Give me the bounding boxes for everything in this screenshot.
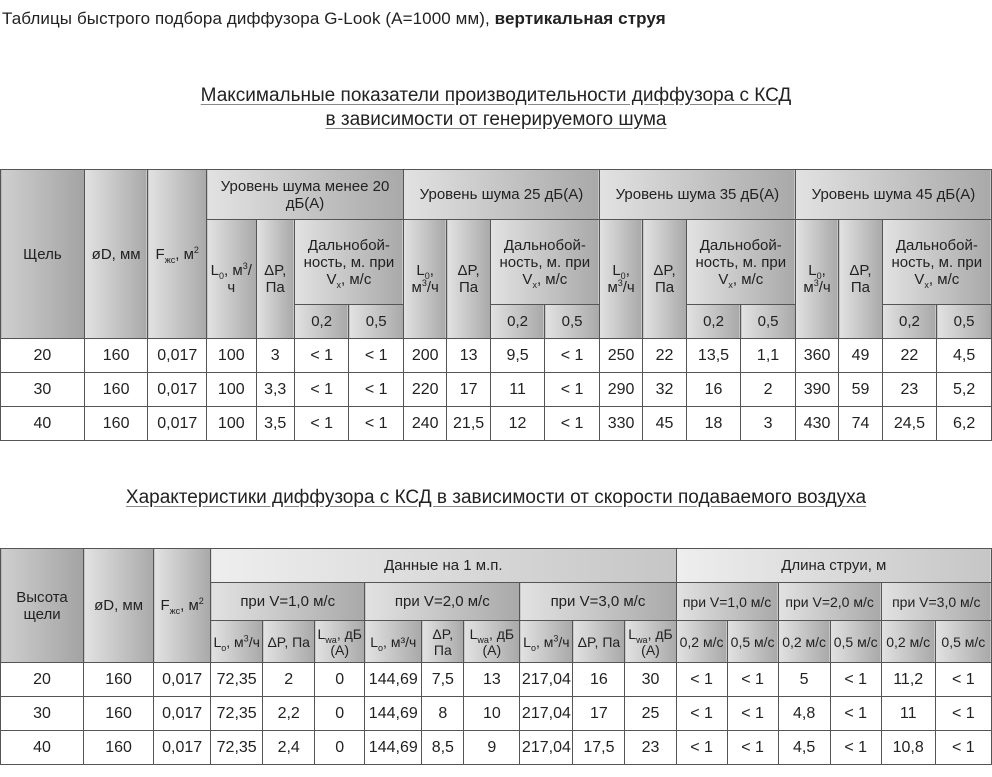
value-cell: 18 xyxy=(686,407,741,441)
value-cell: 72,35 xyxy=(211,731,263,765)
speed-02-header: 0,2 xyxy=(686,305,741,339)
noise-sub: wa xyxy=(636,634,648,645)
value-cell: 2 xyxy=(741,373,796,407)
noise-header xyxy=(464,621,520,663)
slot-cell: 30 xyxy=(1,373,85,407)
flow-sup: 3 xyxy=(243,632,249,643)
range-header xyxy=(294,220,403,305)
value-cell: < 1 xyxy=(349,407,404,441)
value-cell: 13,5 xyxy=(686,339,741,373)
speed-05-header: 0,5 xyxy=(937,305,992,339)
flow-main: L xyxy=(416,262,425,279)
value-cell: 144,69 xyxy=(365,697,422,731)
diameter-cell: 160 xyxy=(84,407,148,441)
jet-length-cell: < 1 xyxy=(935,663,991,697)
flow-unit-b: /ч xyxy=(248,633,260,650)
range-text: Дальнобой-ность, м. при V xyxy=(891,236,983,288)
table1-caption-line2: в зависимости от генерируемого шума xyxy=(325,109,667,130)
value-cell: 3 xyxy=(256,339,294,373)
value-cell: < 1 xyxy=(545,373,600,407)
header-area xyxy=(148,170,207,339)
flow-sub: o xyxy=(530,642,536,653)
noise-group-header-2: Уровень шума 25 дБ(А) xyxy=(403,170,599,220)
jet-length-cell: < 1 xyxy=(935,697,991,731)
diameter-cell: 160 xyxy=(84,339,148,373)
value-cell: 217,04 xyxy=(520,697,573,731)
range-text: Дальнобой-ность, м. при V xyxy=(303,236,395,288)
jet-length-cell: 10,8 xyxy=(881,731,935,765)
noise-sub: wa xyxy=(325,634,337,645)
jet-length-cell: 11,2 xyxy=(881,663,935,697)
table1-caption xyxy=(0,84,992,132)
area-cell: 0,017 xyxy=(154,697,211,731)
slot-height-cell: 20 xyxy=(1,663,84,697)
flow-sup: 3 xyxy=(617,278,623,288)
header-slot-height: Высота щели xyxy=(1,549,84,663)
value-cell: 22 xyxy=(882,339,937,373)
value-cell: 11 xyxy=(490,373,545,407)
velocity-characteristics-table xyxy=(0,548,992,765)
pressure-header: ΔP, Па xyxy=(643,220,686,339)
flow-main: L xyxy=(612,262,621,279)
value-cell: 17 xyxy=(447,373,490,407)
noise-sub: wa xyxy=(477,634,489,645)
speed-02-header: 0,2 xyxy=(294,305,349,339)
jet-length-cell: 4,8 xyxy=(778,697,830,731)
value-cell: 59 xyxy=(839,373,882,407)
flow-unit-b: /ч xyxy=(622,279,635,296)
jet-length-cell: 5 xyxy=(778,663,830,697)
value-cell: 30 xyxy=(625,663,676,697)
range-unit: , м/с xyxy=(536,270,568,288)
area-sup: 2 xyxy=(193,244,199,255)
flow-unit-a: , м xyxy=(607,262,630,296)
jet-length-cell: < 1 xyxy=(830,731,881,765)
jet-length-cell: < 1 xyxy=(676,731,727,765)
value-cell: 2,2 xyxy=(263,697,315,731)
flow-unit-a: , м xyxy=(224,262,243,279)
value-cell: 23 xyxy=(882,373,937,407)
value-cell: 100 xyxy=(207,407,256,441)
table-row xyxy=(1,373,992,407)
jet-length-cell: < 1 xyxy=(727,697,778,731)
value-cell: < 1 xyxy=(294,407,349,441)
value-cell: 49 xyxy=(839,339,882,373)
value-cell: 330 xyxy=(599,407,642,441)
value-cell: 3,5 xyxy=(256,407,294,441)
value-cell: 0 xyxy=(315,731,365,765)
flow-unit-b: /ч xyxy=(227,262,252,296)
value-cell: 7,5 xyxy=(422,663,464,697)
flow-header-2 xyxy=(211,621,263,663)
jet-length-cell: 11 xyxy=(881,697,935,731)
value-cell: 144,69 xyxy=(365,663,422,697)
value-cell: < 1 xyxy=(349,373,404,407)
slot-cell: 40 xyxy=(1,407,85,441)
noise-unit: , дБ (А) xyxy=(482,625,515,658)
speed-group-header: при V=1,0 м/с xyxy=(211,583,365,621)
value-cell: 390 xyxy=(795,373,838,407)
pressure-header: ΔP, Па xyxy=(447,220,490,339)
slot-cell: 20 xyxy=(1,339,85,373)
table-row xyxy=(1,663,992,697)
speed-05-header: 0,5 xyxy=(349,305,404,339)
area-sub: жс xyxy=(164,254,176,265)
pressure-header-2: ΔP, Па xyxy=(263,621,315,663)
value-cell: 72,35 xyxy=(211,697,263,731)
flow-sub: 0 xyxy=(424,271,430,281)
jet-length-group-header: Длина струи, м xyxy=(676,549,991,583)
value-cell: < 1 xyxy=(294,373,349,407)
value-cell: 290 xyxy=(599,373,642,407)
flow-sub: o xyxy=(378,642,384,653)
value-cell: 17,5 xyxy=(573,731,625,765)
page-title xyxy=(2,9,666,29)
noise-main: L xyxy=(628,625,637,642)
noise-header xyxy=(315,621,365,663)
range-header xyxy=(686,220,795,305)
flow-header-2 xyxy=(520,621,573,663)
area-main: F xyxy=(155,245,165,263)
area-cell: 0,017 xyxy=(154,731,211,765)
flow-unit-b: /ч xyxy=(818,279,831,296)
data-group-header: Данные на 1 м.п. xyxy=(211,549,676,583)
flow-unit-b: /ч xyxy=(426,279,439,296)
table-row xyxy=(1,339,992,373)
value-cell: 17 xyxy=(573,697,625,731)
header-diameter: øD, мм xyxy=(84,170,148,339)
table2-caption xyxy=(0,486,992,510)
jet-speed-header: при V=1,0 м/с xyxy=(676,583,778,621)
flow-unit-a: , м xyxy=(226,633,244,650)
flow-sub: 0 xyxy=(219,271,225,281)
value-cell: 250 xyxy=(599,339,642,373)
value-cell: 13 xyxy=(447,339,490,373)
table1-caption-line1: Максимальные показатели производительности диффузора с КСД xyxy=(200,85,792,106)
value-cell: < 1 xyxy=(545,407,600,441)
value-cell: 360 xyxy=(795,339,838,373)
value-cell: 25 xyxy=(625,697,676,731)
slot-height-cell: 30 xyxy=(1,697,84,731)
table-row xyxy=(1,407,992,441)
area-cell: 0,017 xyxy=(154,663,211,697)
value-cell: < 1 xyxy=(294,339,349,373)
value-cell: 32 xyxy=(643,373,686,407)
speed-05-header: 0,5 xyxy=(741,305,796,339)
value-cell: 3 xyxy=(741,407,796,441)
value-cell: 100 xyxy=(207,373,256,407)
value-cell: 217,04 xyxy=(520,663,573,697)
value-cell: 21,5 xyxy=(447,407,490,441)
jet-length-cell: < 1 xyxy=(935,731,991,765)
value-cell: < 1 xyxy=(545,339,600,373)
value-cell: < 1 xyxy=(349,339,404,373)
value-cell: 24,5 xyxy=(882,407,937,441)
jet-length-cell: < 1 xyxy=(830,697,881,731)
speed-02-header: 0,2 xyxy=(490,305,545,339)
flow-main: L xyxy=(210,262,220,279)
area-cell: 0,017 xyxy=(148,339,207,373)
diameter-cell: 160 xyxy=(84,663,154,697)
pressure-header-2: ΔP, Па xyxy=(422,621,464,663)
flow-main: L xyxy=(808,262,817,279)
area-unit-2: , м xyxy=(180,597,199,614)
area-cell: 0,017 xyxy=(148,373,207,407)
area-sup-2: 2 xyxy=(198,596,204,606)
speed-02-header: 0,2 xyxy=(882,305,937,339)
range-sub: x xyxy=(532,279,537,290)
jet-speed-header: при V=3,0 м/с xyxy=(881,583,991,621)
area-unit: , м xyxy=(175,245,194,263)
jet-length-cell: < 1 xyxy=(830,663,881,697)
header-diameter-2: øD, мм xyxy=(84,549,154,663)
flow-header xyxy=(599,220,642,339)
value-cell: 1,1 xyxy=(741,339,796,373)
speed-group-header: при V=2,0 м/с xyxy=(365,583,520,621)
flow-unit-a: , м xyxy=(535,633,554,650)
flow-sub: 0 xyxy=(816,271,822,281)
value-cell: 23 xyxy=(625,731,676,765)
range-unit: , м/с xyxy=(341,270,372,288)
value-cell: 0 xyxy=(315,697,365,731)
flow-main: L xyxy=(213,633,222,650)
table-row xyxy=(1,697,992,731)
value-cell: 10 xyxy=(464,697,520,731)
noise-unit: , дБ (А) xyxy=(641,625,673,658)
jet-length-cell: < 1 xyxy=(727,731,778,765)
diameter-cell: 160 xyxy=(84,731,154,765)
range-sub: x xyxy=(336,279,342,290)
value-cell: 16 xyxy=(686,373,741,407)
jet-speed-02-header: 0,2 м/с xyxy=(881,621,935,663)
value-cell: 0 xyxy=(315,663,365,697)
diameter-cell: 160 xyxy=(84,697,154,731)
range-sub: x xyxy=(728,279,733,290)
flow-sup: 3 xyxy=(813,278,819,288)
range-text: Дальнобой-ность, м. при V xyxy=(499,236,591,288)
range-header xyxy=(882,220,991,305)
noise-header xyxy=(625,621,676,663)
noise-main: L xyxy=(317,625,326,642)
value-cell: 74 xyxy=(839,407,882,441)
flow-header xyxy=(207,220,256,339)
value-cell: 100 xyxy=(207,339,256,373)
value-cell: 240 xyxy=(403,407,446,441)
noise-unit: , дБ (А) xyxy=(330,625,362,658)
pressure-header-2: ΔP, Па xyxy=(573,621,625,663)
value-cell: 13 xyxy=(464,663,520,697)
jet-length-cell: < 1 xyxy=(676,697,727,731)
noise-performance-table xyxy=(0,169,992,441)
area-cell: 0,017 xyxy=(148,407,207,441)
noise-group-header-3: Уровень шума 35 дБ(А) xyxy=(599,170,795,220)
value-cell: 12 xyxy=(490,407,545,441)
jet-speed-02-header: 0,2 м/с xyxy=(778,621,830,663)
jet-speed-header: при V=2,0 м/с xyxy=(778,583,881,621)
jet-length-cell: < 1 xyxy=(676,663,727,697)
range-text: Дальнобой-ность, м. при V xyxy=(695,236,787,288)
flow-sup: 3 xyxy=(421,278,427,288)
value-cell: 6,2 xyxy=(937,407,992,441)
jet-speed-05-header: 0,5 м/с xyxy=(727,621,778,663)
value-cell: 45 xyxy=(643,407,686,441)
range-header xyxy=(490,220,599,305)
value-cell: 430 xyxy=(795,407,838,441)
jet-speed-05-header: 0,5 м/с xyxy=(935,621,991,663)
jet-speed-05-header: 0,5 м/с xyxy=(830,621,881,663)
value-cell: 9 xyxy=(464,731,520,765)
flow-sub: o xyxy=(221,642,227,653)
jet-length-cell: 4,5 xyxy=(778,731,830,765)
slot-height-cell: 40 xyxy=(1,731,84,765)
value-cell: 72,35 xyxy=(211,663,263,697)
range-sub: x xyxy=(924,279,929,290)
flow-sup: 3 xyxy=(553,632,559,643)
pressure-header: ΔP, Па xyxy=(256,220,294,339)
value-cell: 8,5 xyxy=(422,731,464,765)
noise-main: L xyxy=(469,625,478,642)
flow-sup: 3 xyxy=(242,261,248,271)
flow-header xyxy=(795,220,838,339)
page-title-bold: вертикальная струя xyxy=(494,9,666,28)
value-cell: 200 xyxy=(403,339,446,373)
area-sub-2: жс xyxy=(169,606,181,616)
jet-length-cell: < 1 xyxy=(727,663,778,697)
flow-unit-b: /ч xyxy=(558,633,570,650)
value-cell: 220 xyxy=(403,373,446,407)
value-cell: 4,5 xyxy=(937,339,992,373)
noise-group-header-1: Уровень шума менее 20 дБ(А) xyxy=(207,170,404,220)
pressure-header: ΔP, Па xyxy=(839,220,882,339)
page-title-normal: Таблицы быстрого подбора диффузора G-Look (A=1000 мм), xyxy=(2,9,495,28)
value-cell: 3,3 xyxy=(256,373,294,407)
table-row xyxy=(1,731,992,765)
flow-sub: 0 xyxy=(620,271,626,281)
speed-05-header: 0,5 xyxy=(545,305,600,339)
header-slot: Щель xyxy=(1,170,85,339)
jet-speed-02-header: 0,2 м/с xyxy=(676,621,727,663)
value-cell: 2 xyxy=(263,663,315,697)
speed-group-header: при V=3,0 м/с xyxy=(520,583,676,621)
noise-group-header-4: Уровень шума 45 дБ(А) xyxy=(795,170,991,220)
value-cell: 217,04 xyxy=(520,731,573,765)
header-area-2 xyxy=(154,549,211,663)
value-cell: 144,69 xyxy=(365,731,422,765)
flow-unit-a: , м xyxy=(803,262,826,296)
value-cell: 16 xyxy=(573,663,625,697)
value-cell: 9,5 xyxy=(490,339,545,373)
value-cell: 2,4 xyxy=(263,731,315,765)
table2-caption-text: Характеристики диффузора с КСД в зависимости от скорости подаваемого воздуха xyxy=(125,487,867,508)
flow-unit-a: , м xyxy=(411,262,434,296)
range-unit: , м/с xyxy=(928,270,960,288)
value-cell: 22 xyxy=(643,339,686,373)
flow-main: L xyxy=(370,633,379,650)
flow-main: L xyxy=(523,633,531,650)
range-unit: , м/с xyxy=(732,270,764,288)
flow-header xyxy=(403,220,446,339)
value-cell: 5,2 xyxy=(937,373,992,407)
flow-unit: , м³/ч xyxy=(383,633,417,650)
diameter-cell: 160 xyxy=(84,373,148,407)
flow-header-inline xyxy=(365,621,422,663)
area-main-2: F xyxy=(160,597,170,614)
value-cell: 8 xyxy=(422,697,464,731)
